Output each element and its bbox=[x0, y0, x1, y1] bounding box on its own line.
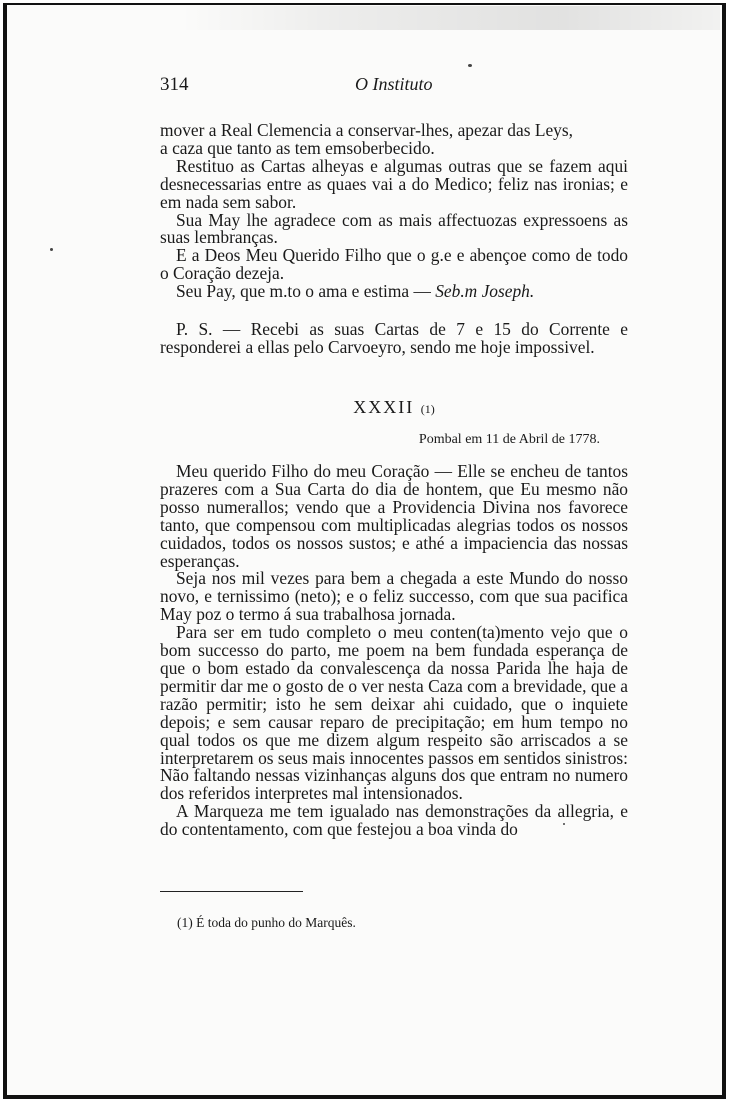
paragraph: A Marqueza me tem igualado nas demonstrações da allegria, e do contentamento, com que festejou a boa vinda do bbox=[160, 801, 628, 840]
paragraph: Para ser em tudo completo o meu conten(ta)mento vejo que o bom successo do parto, me poem na bem fundada esperança de que o bom estado da convalescença da nossa Parida lhe haja de permitir dar me o gosto de o ver nesta Caza com a brevidade, que a razão permitir; isto he sem deixar ahi cuidado, que o inquiete depois; e sem causar reparo de precipitação; em hum tempo no qual todos os que me dizem algum respeito são arriscados a se interpretarem os seus mais innocentes passos em sentidos sinistros: Não faltando nessas vizinhanças alguns dos que entram no numero dos referidos interpretes mal intensionados. bbox=[160, 622, 628, 804]
signature-name: Seb.m Joseph. bbox=[435, 281, 535, 302]
paragraph: Seja nos mil vezes para bem a chegada a este Mundo do nosso novo, e ternissimo (neto); e o feliz successo, com que sua pacifica May poz o termo á sua trabalhosa jornada. bbox=[160, 568, 628, 625]
letter-number: XXXII bbox=[353, 397, 415, 417]
paragraph: Sua May lhe agradece com as mais affectuozas expressoens as suas lembranças. bbox=[160, 209, 628, 248]
signature-line bbox=[160, 283, 628, 301]
scan-speck bbox=[468, 64, 472, 67]
letter-2-body bbox=[160, 463, 628, 839]
page-number: 314 bbox=[160, 74, 189, 95]
signature-text: Seu Pay, que m.to o ama e estima — bbox=[176, 281, 431, 302]
letter-1-body bbox=[160, 122, 628, 301]
page-header bbox=[160, 74, 625, 100]
footnote: (1) É toda do punho do Marquês. bbox=[177, 915, 356, 930]
scan-speck bbox=[50, 248, 53, 251]
postscript: P. S. — Recebi as suas Cartas de 7 e 15 do Corrente e responderei a ellas pelo Carvoeyro, sendo me hoje impossivel. bbox=[160, 319, 628, 357]
scan-smudge bbox=[180, 6, 720, 30]
text-line: a caza que tanto as tem emsoberbecido. bbox=[160, 137, 435, 158]
footnote-rule bbox=[160, 891, 303, 892]
text-line: mover a Real Clemencia a conservar-lhes, apezar das Leys, bbox=[160, 120, 573, 140]
postscript-block bbox=[160, 321, 628, 357]
footnote-ref: (1) bbox=[420, 402, 435, 416]
scan-speck bbox=[563, 823, 565, 825]
dateline: Pombal em 11 de Abril de 1778. bbox=[418, 432, 600, 447]
paragraph: Meu querido Filho do meu Coração — Elle se encheu de tantos prazeres com a Sua Carta do dia de hontem, que Eu mesmo não posso numerallos; vendo que a Providencia Divina nos favorece tanto, que compensou com multiplicadas alegrias todos os nossos cuidados, todos os nossos sustos; e athé a impaciencia das nossas esperanças. bbox=[160, 461, 628, 571]
running-title: O Instituto bbox=[355, 74, 433, 94]
paragraph: Restituo as Cartas alheyas e algumas outras que se fazem aqui desnecessarias entre as quaes vai a do Medico; feliz nas ironias; e em nada sem sabor. bbox=[160, 155, 628, 212]
paragraph: E a Deos Meu Querido Filho que o g.e e abençoe como de todo o Coração dezeja. bbox=[160, 245, 628, 284]
section-heading bbox=[160, 397, 628, 418]
